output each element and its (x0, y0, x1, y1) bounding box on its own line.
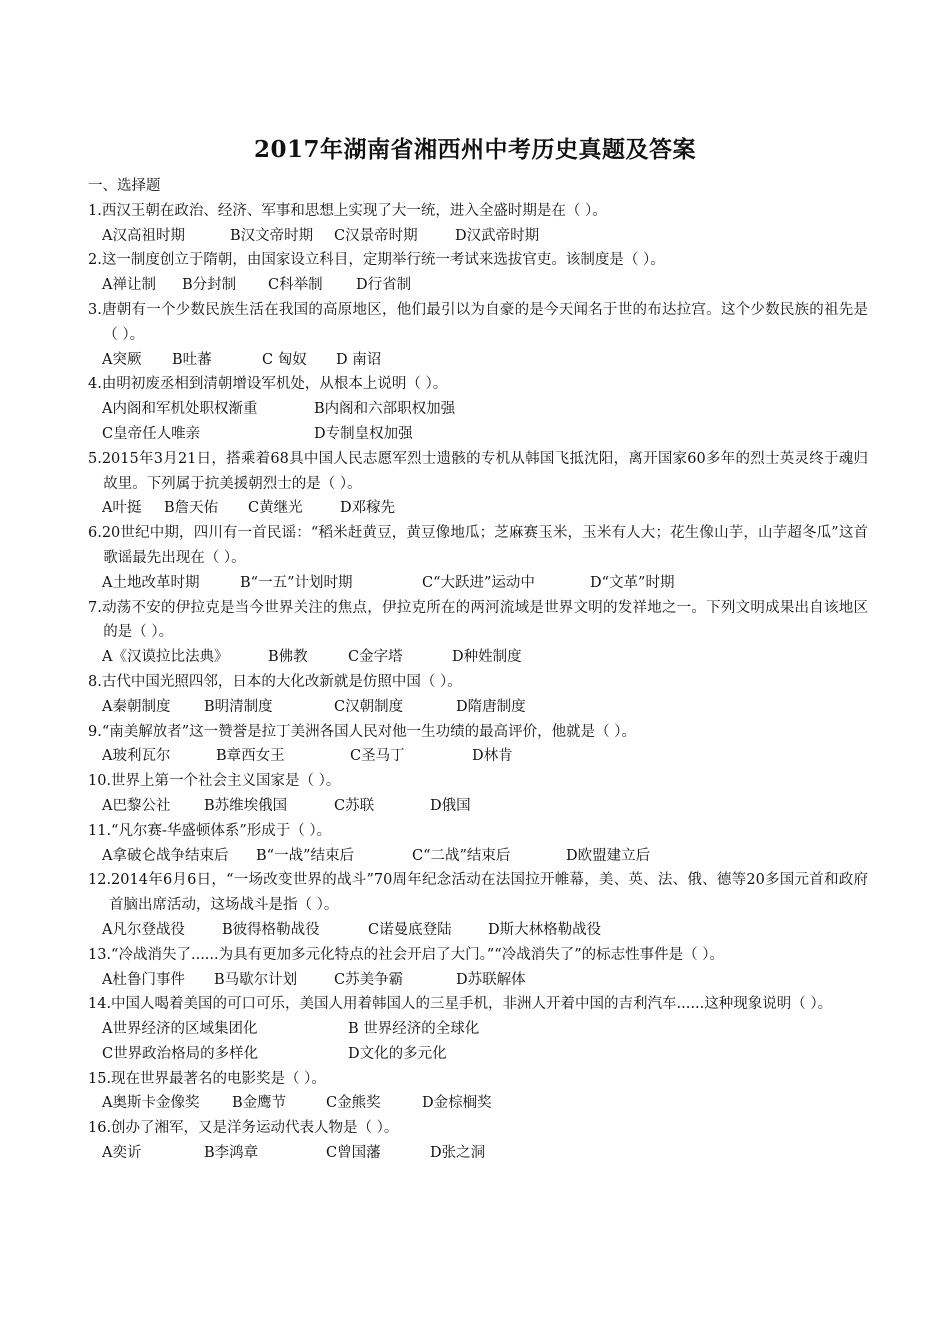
document-title: 2017年湖南省湘西州中考历史真题及答案 (253, 136, 696, 163)
question-14 (88, 992, 868, 1066)
option-row (88, 744, 868, 769)
answer-option[interactable]: B汉文帝时期 (230, 227, 314, 244)
answer-option[interactable]: B章西女王 (216, 748, 285, 765)
answer-option[interactable]: A秦朝制度 (102, 698, 171, 715)
answer-option[interactable]: C金字塔 (348, 649, 403, 666)
answer-option[interactable]: A世界经济的区域集团化 (102, 1021, 258, 1038)
answer-option[interactable]: C苏联 (334, 797, 375, 814)
question-stem: 10.世界上第一个社会主义国家是（ ）。 (88, 773, 341, 790)
question-10 (88, 769, 868, 819)
option-row (88, 1091, 868, 1116)
question-6 (88, 521, 868, 595)
answer-option[interactable]: B“一五”计划时期 (240, 574, 353, 591)
question-7 (88, 596, 868, 670)
answer-option[interactable]: C苏美争霸 (334, 971, 404, 988)
answer-option[interactable]: D苏联解体 (456, 971, 526, 988)
question-stem: 1.西汉王朝在政治、经济、军事和思想上实现了大一统，进入全盛时期是在（ ）。 (88, 202, 607, 219)
option-row (88, 645, 868, 670)
answer-option[interactable]: D邓稼先 (340, 500, 396, 517)
answer-option[interactable]: D林肯 (472, 748, 513, 765)
question-13 (88, 943, 868, 993)
answer-option[interactable]: C皇帝任人唯亲 (102, 425, 201, 442)
question-stem: 7.动荡不安的伊拉克是当今世界关注的焦点，伊拉克所在的两河流域是世界文明的发祥地之一。下列文明成果出自该地区的是（ ）。 (88, 599, 868, 641)
answer-option[interactable]: B马歇尔计划 (214, 971, 298, 988)
answer-option[interactable]: B“一战”结束后 (256, 847, 354, 864)
answer-option[interactable]: D种姓制度 (452, 649, 522, 666)
question-stem: 14.中国人喝着美国的可口可乐，美国人用着韩国人的三星手机，非洲人开着中国的吉利汽车......这种现象说明（ ）。 (88, 996, 833, 1013)
question-9 (88, 720, 868, 770)
option-row (88, 1042, 868, 1067)
answer-option[interactable]: B詹天佑 (164, 500, 219, 517)
question-1 (88, 199, 868, 249)
answer-option[interactable]: B彼得格勒战役 (222, 921, 320, 938)
question-stem: 16.创办了湘军，又是洋务运动代表人物是（ ）。 (88, 1120, 399, 1137)
answer-option[interactable]: A玻利瓦尔 (102, 748, 171, 765)
answer-option[interactable]: C“二战”结束后 (412, 847, 511, 864)
answer-option[interactable]: B分封制 (182, 277, 237, 294)
answer-option[interactable]: A突厥 (102, 351, 142, 368)
answer-option[interactable]: D文化的多元化 (348, 1045, 447, 1062)
answer-option[interactable]: B吐蕃 (172, 351, 212, 368)
option-row (88, 1141, 868, 1166)
answer-option[interactable]: D隋唐制度 (456, 698, 526, 715)
answer-option[interactable]: C世界政治格局的多样化 (102, 1045, 259, 1062)
question-2 (88, 248, 868, 298)
option-row (88, 273, 868, 298)
answer-option[interactable]: D专制皇权加强 (314, 425, 413, 442)
question-12 (88, 868, 868, 942)
answer-option[interactable]: A拿破仑战争结束后 (102, 847, 229, 864)
answer-option[interactable]: C曾国藩 (326, 1145, 381, 1162)
answer-option[interactable]: D“文革”时期 (590, 574, 675, 591)
question-15 (88, 1067, 868, 1117)
question-stem: 9.“南美解放者”这一赞誉是拉丁美洲各国人民对他一生功绩的最高评价，他就是（ ）。 (88, 723, 637, 740)
answer-option[interactable]: B苏维埃俄国 (204, 797, 288, 814)
question-16 (88, 1116, 868, 1166)
answer-option[interactable]: A奕䜣 (102, 1145, 142, 1162)
question-3 (88, 298, 868, 372)
question-stem: 6.20世纪中期，四川有一首民谣：“稻米赶黄豆，黄豆像地瓜；芝麻赛玉米，玉米有人大；花生像山芋，山芋超冬瓜”这首歌谣最先出现在（ ）。 (88, 525, 868, 566)
option-row (88, 422, 868, 447)
option-row (88, 224, 868, 249)
answer-option[interactable]: A巴黎公社 (102, 797, 171, 814)
answer-option[interactable]: C诺曼底登陆 (368, 921, 452, 938)
answer-option[interactable]: D俄国 (430, 797, 471, 814)
question-stem: 8.古代中国光照四邻，日本的大化改新就是仿照中国（ ）。 (88, 673, 462, 690)
question-stem: 4.由明初废丞相到清朝增设军机处，从根本上说明（ ）。 (88, 376, 448, 393)
answer-option[interactable]: A《汉谟拉比法典》 (102, 649, 229, 666)
answer-option[interactable]: D欧盟建立后 (566, 847, 651, 864)
answer-option[interactable]: B李鸿章 (204, 1145, 259, 1162)
answer-option[interactable]: C“大跃进”运动中 (422, 574, 535, 591)
answer-option[interactable]: A土地改革时期 (102, 574, 200, 591)
answer-option[interactable]: C金熊奖 (326, 1095, 381, 1112)
answer-option[interactable]: D金棕榈奖 (422, 1095, 492, 1112)
option-row (88, 794, 868, 819)
question-stem: 2.这一制度创立于隋朝，由国家设立科目，定期举行统一考试来选拔官吏。该制度是（ ）。 (88, 252, 665, 269)
question-8 (88, 670, 868, 720)
answer-option[interactable]: B佛教 (268, 649, 308, 666)
answer-option[interactable]: C汉朝制度 (334, 698, 404, 715)
question-stem: 5.2015年3月21日，搭乘着68具中国人民志愿军烈士遗骸的专机从韩国飞抵沈阳，离开国家60多年的烈士英灵终于魂归故里。下列属于抗美援朝烈士的是（ ）。 (88, 450, 868, 492)
question-stem: 3.唐朝有一个少数民族生活在我国的高原地区，他们最引以为自豪的是今天闻名于世的布达拉宫。这个少数民族的祖先是（ ）。 (88, 301, 868, 343)
answer-option[interactable]: A叶挺 (102, 500, 142, 517)
answer-option[interactable]: A内阁和军机处职权渐重 (102, 401, 258, 418)
option-row (88, 496, 868, 521)
answer-option[interactable]: A凡尔登战役 (102, 921, 185, 938)
option-row (88, 571, 868, 596)
answer-option[interactable]: C黄继光 (248, 500, 303, 517)
option-row (88, 348, 868, 373)
answer-option[interactable]: C圣马丁 (350, 748, 405, 765)
answer-option[interactable]: D 南诏 (336, 351, 382, 368)
question-stem: 15.现在世界最著名的电影奖是（ ）。 (88, 1070, 326, 1087)
question-stem: 11.“凡尔赛-华盛顿体系”形成于（ ）。 (88, 822, 332, 839)
answer-option[interactable]: D汉武帝时期 (455, 227, 540, 244)
answer-option[interactable]: C 匈奴 (262, 351, 307, 368)
answer-option[interactable]: B金鹰节 (232, 1095, 287, 1112)
question-stem: 12.2014年6月6日，“一场改变世界的战斗”70周年纪念活动在法国拉开帷幕，美、英、法、俄、德等20多国元首和政府首脑出席活动，这场战斗是指（ ）。 (88, 872, 868, 914)
option-row (88, 695, 868, 720)
section-heading: 一、选择题 (88, 178, 161, 194)
answer-option[interactable]: A禅让制 (102, 277, 156, 294)
question-11 (88, 819, 868, 869)
answer-option[interactable]: C科举制 (268, 277, 323, 294)
option-row (88, 397, 868, 422)
answer-option[interactable]: D行省制 (356, 277, 412, 294)
option-row (88, 844, 868, 869)
answer-option[interactable]: B 世界经济的全球化 (348, 1021, 480, 1038)
question-list (88, 174, 868, 1166)
option-row (88, 918, 868, 943)
answer-option[interactable]: A奥斯卡金像奖 (102, 1095, 200, 1112)
answer-option[interactable]: B内阁和六部职权加强 (314, 401, 456, 418)
question-5 (88, 447, 868, 521)
answer-option[interactable]: D张之洞 (430, 1145, 486, 1162)
questions-container (88, 199, 868, 1166)
answer-option[interactable]: A汉高祖时期 (102, 227, 185, 244)
option-row (88, 1017, 868, 1042)
answer-option[interactable]: D斯大林格勒战役 (488, 921, 602, 938)
question-stem: 13.“冷战消失了......为具有更加多元化特点的社会开启了大门。”“冷战消失了”的标志性事件是（ ）。 (88, 946, 724, 963)
answer-option[interactable]: C汉景帝时期 (334, 227, 418, 244)
answer-option[interactable]: B明清制度 (204, 698, 273, 715)
option-row (88, 968, 868, 993)
answer-option[interactable]: A杜鲁门事件 (102, 971, 185, 988)
question-4 (88, 372, 868, 446)
